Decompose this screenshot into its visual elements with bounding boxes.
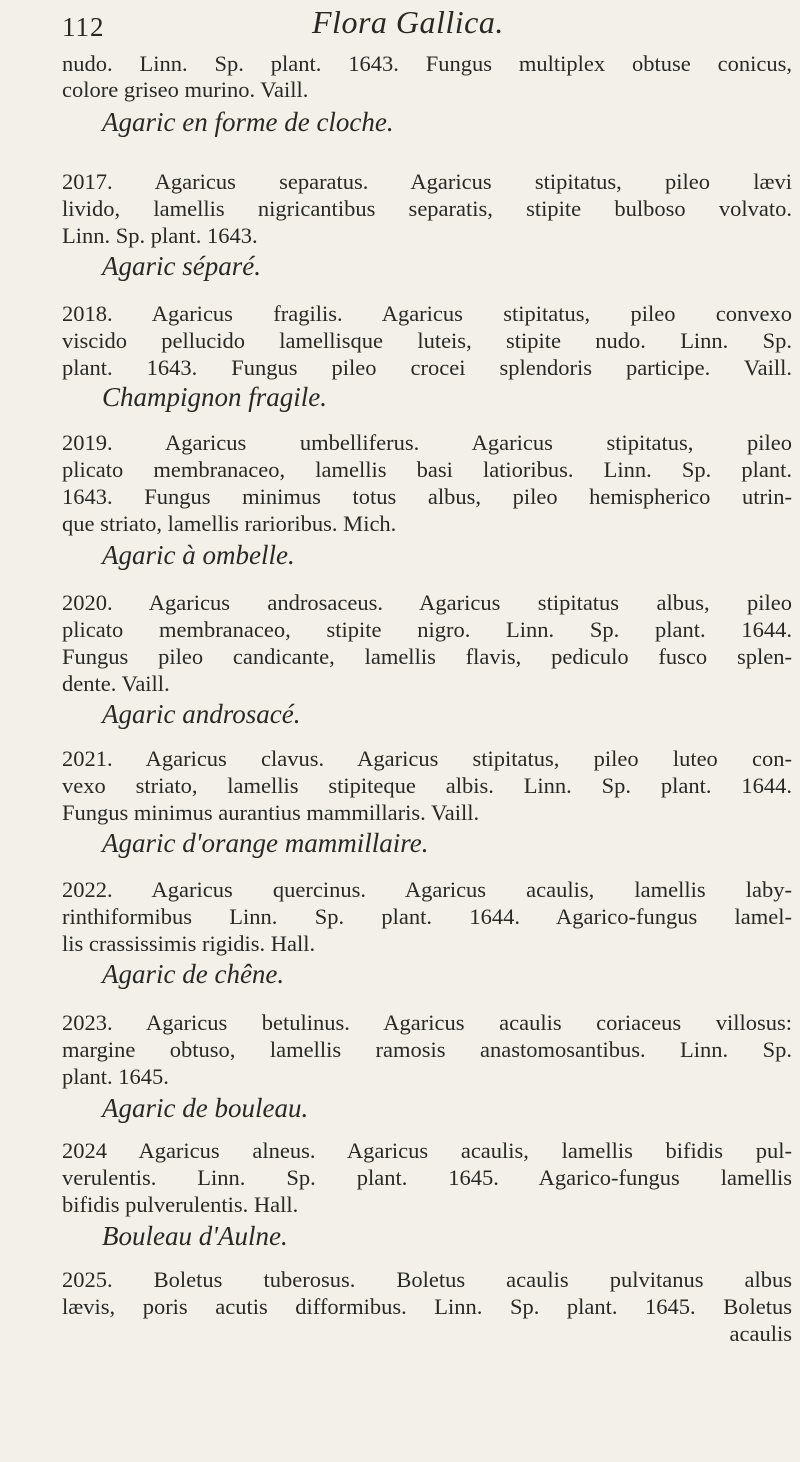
text-line: lis crassissimis rigidis. Hall. [62,931,316,956]
french-name: Champignon fragile. [102,382,328,412]
entry-first-line: 2022. Agaricus quercinus. Agaricus acaulis, lamellis laby- [62,877,792,902]
text-line: bifidis pulverulentis. Hall. [62,1192,299,1217]
french-name: Agaric à ombelle. [102,540,295,570]
text-line: Linn. Sp. plant. 1643. [62,223,258,248]
catchword: acaulis [729,1321,792,1346]
text-line: plant. 1643. Fungus pileo crocei splendoris participe. Vaill. [62,355,792,380]
text-line: viscido pellucido lamellisque luteis, stipite nudo. Linn. Sp. [62,328,792,353]
french-name: Agaric androsacé. [102,699,301,729]
french-name: Agaric en forme de cloche. [102,107,394,137]
entry-first-line: 2019. Agaricus umbelliferus. Agaricus stipitatus, pileo [62,430,792,455]
text-line: margine obtuso, lamellis ramosis anastomosantibus. Linn. Sp. [62,1037,792,1062]
text-line: plicato membranaceo, stipite nigro. Linn. Sp. plant. 1644. [62,617,792,642]
text-line: colore griseo murino. Vaill. [62,77,309,102]
entry-first-line: 2023. Agaricus betulinus. Agaricus acaulis coriaceus villosus: [62,1010,792,1035]
page-header [0,0,800,50]
entry-first-line: 2021. Agaricus clavus. Agaricus stipitatus, pileo luteo con- [62,746,792,771]
text-line: Fungus minimus aurantius mammillaris. Vaill. [62,800,480,825]
text-line: 1643. Fungus minimus totus albus, pileo hemispherico utrin- [62,484,792,509]
text-line: dente. Vaill. [62,671,170,696]
entry-first-line: 2025. Boletus tuberosus. Boletus acaulis pulvitanus albus [62,1267,792,1292]
page-number: 112 [62,12,105,42]
text-line: vexo striato, lamellis stipiteque albis. Linn. Sp. plant. 1644. [62,773,792,798]
french-name: Agaric de chêne. [102,959,285,989]
text-line: plicato membranaceo, lamellis basi latioribus. Linn. Sp. plant. [62,457,792,482]
text-line: que striato, lamellis rarioribus. Mich. [62,511,397,536]
text-line: lævis, poris acutis difformibus. Linn. Sp. plant. 1645. Boletus [62,1294,792,1319]
french-name: Agaric séparé. [102,251,261,281]
french-name: Agaric d'orange mammillaire. [102,828,429,858]
text-line: plant. 1645. [62,1064,169,1089]
french-name: Bouleau d'Aulne. [102,1221,288,1251]
entry-first-line: 2020. Agaricus androsaceus. Agaricus stipitatus albus, pileo [62,590,792,615]
text-line: nudo. Linn. Sp. plant. 1643. Fungus multiplex obtuse conicus, [62,51,792,76]
entry-first-line: 2024 Agaricus alneus. Agaricus acaulis, lamellis bifidis pul- [62,1138,792,1163]
text-line: rinthiformibus Linn. Sp. plant. 1644. Agarico-fungus lamel- [62,904,792,929]
entry-first-line: 2018. Agaricus fragilis. Agaricus stipitatus, pileo convexo [62,301,792,326]
text-line: livido, lamellis nigricantibus separatis, stipite bulboso volvato. [62,196,792,221]
text-line: verulentis. Linn. Sp. plant. 1645. Agarico-fungus lamellis [62,1165,792,1190]
text-line: Fungus pileo candicante, lamellis flavis, pediculo fusco splen- [62,644,792,669]
entry-first-line: 2017. Agaricus separatus. Agaricus stipitatus, pileo lævi [62,169,792,194]
running-title: Flora Gallica. [312,4,504,40]
french-name: Agaric de bouleau. [102,1093,309,1123]
